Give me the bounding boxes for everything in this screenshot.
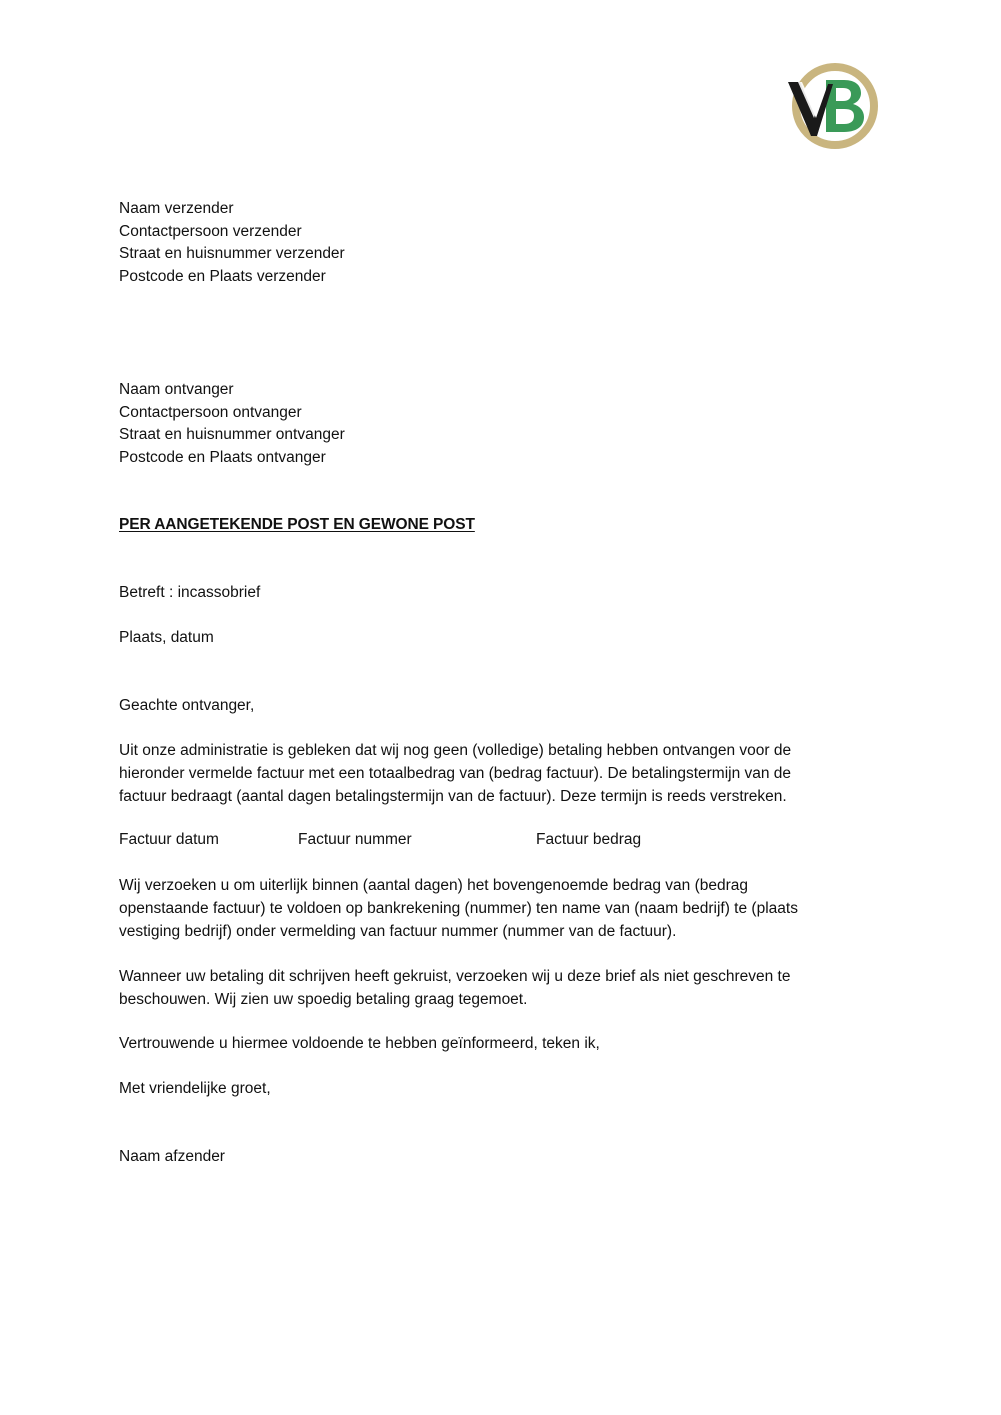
closing-statement: Vertrouwende u hiermee voldoende te hebben geïnformeerd, teken ik, (119, 1035, 600, 1052)
greeting-block (119, 1078, 271, 1101)
paragraph-line: Uit onze administratie is gebleken dat wij nog geen (volledige) betaling hebben ontvangen voor de (119, 742, 792, 759)
invoice-number-label: Factuur nummer (298, 831, 412, 848)
closing-greeting: Met vriendelijke groet, (119, 1080, 271, 1097)
paragraph-crossed-payment (119, 966, 790, 1012)
invoice-date-label: Factuur datum (119, 831, 219, 848)
paragraph-line: openstaande factuur) te voldoen op bankrekening (nummer) ten name van (naam bedrijf) te (plaats (119, 899, 798, 917)
sender-city: Postcode en Plaats verzender (119, 268, 326, 286)
paragraph-line: Wanneer uw betaling dit schrijven heeft gekruist, verzoeken wij u deze brief als niet geschreven te (119, 968, 791, 985)
paragraph-line: factuur bedraagt (aantal dagen betalingstermijn van de factuur). Deze termijn is reeds verstreken. (119, 787, 787, 805)
paragraph-line: hieronder vermelde factuur met een totaalbedrag van (bedrag factuur). De betalingstermijn van de (119, 764, 792, 782)
paragraph-overdue-notice (119, 740, 791, 808)
place-date: Plaats, datum (119, 629, 214, 646)
paragraph-line: beschouwen. Wij zien uw spoedig betaling graag tegemoet. (119, 990, 528, 1008)
sender-address (119, 198, 345, 289)
sender-street: Straat en huisnummer verzender (119, 245, 345, 263)
vb-logo-icon (786, 60, 882, 152)
paragraph-line: Wij verzoeken u om uiterlijk binnen (aantal dagen) het bovengenoemde bedrag van (bedrag (119, 877, 749, 894)
recipient-city: Postcode en Plaats ontvanger (119, 449, 326, 467)
closing-statement-block (119, 1033, 600, 1056)
paragraph-payment-request (119, 875, 798, 943)
subject-block (119, 582, 260, 605)
invoice-columns (0, 831, 1001, 853)
salutation: Geachte ontvanger, (119, 697, 255, 714)
recipient-name: Naam ontvanger (119, 381, 234, 398)
paragraph-line: vestiging bedrijf) onder vermelding van factuur nummer (nummer van de factuur). (119, 922, 677, 940)
company-logo (786, 60, 882, 152)
delivery-heading: PER AANGETEKENDE POST EN GEWONE POST (119, 516, 475, 533)
recipient-street: Straat en huisnummer ontvanger (119, 426, 345, 444)
invoice-amount-label: Factuur bedrag (536, 831, 642, 848)
sender-contact: Contactpersoon verzender (119, 222, 302, 240)
recipient-contact: Contactpersoon ontvanger (119, 403, 302, 421)
signature-block (119, 1146, 225, 1169)
subject-line: Betreft : incassobrief (119, 584, 261, 601)
place-date-block (119, 627, 214, 650)
signature-name: Naam afzender (119, 1148, 225, 1165)
salutation-block (119, 695, 254, 718)
recipient-address (119, 379, 345, 470)
delivery-heading-block (119, 514, 475, 537)
sender-name: Naam verzender (119, 200, 234, 217)
